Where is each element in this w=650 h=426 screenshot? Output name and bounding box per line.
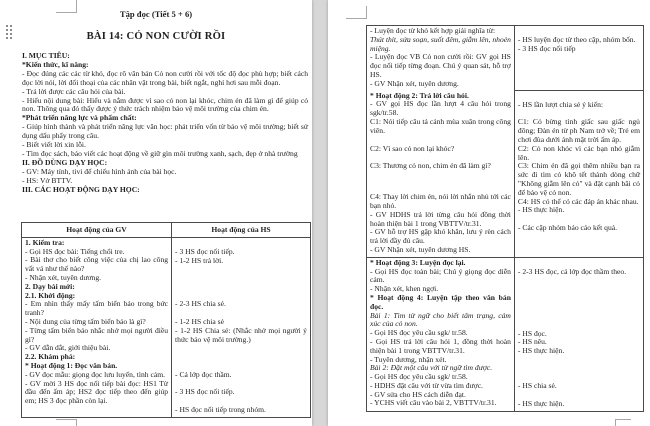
lesson-subtitle: Tập đọc (Tiết 5 + 6) <box>119 9 193 19</box>
text-line: - Nhận xét, khen ngợi. <box>370 284 439 294</box>
gv-activities-cell <box>22 238 172 417</box>
text-line: - 3 HS đọc nối tiếp <box>517 43 576 53</box>
text-line: - GV dẫn dắt, giới thiệu bài. <box>25 343 111 353</box>
text-line: - HS chia sẻ. <box>517 380 557 390</box>
margin-crop-mark <box>615 419 631 426</box>
text-line: * Hoạt động 4: Luyện tập theo văn bản đọc. <box>370 292 511 311</box>
text-line: - Luyện đọc VB Cỏ non cười rồi: GV gọi HS đọc nối tiếp từng đoạn. Chú ý quan sát, hỗ trợ HS. <box>370 52 511 79</box>
text-line: C3: Chim én đã gọi thêm nhiều bạn ra sức đi tìm cỏ khô tết thành dòng chữ "Không giẫm lên cỏ" và đặt cạnh bãi cỏ để bảo vệ cỏ non. <box>517 161 640 197</box>
text-line: - Biết viết lời xin lỗi. <box>22 140 86 150</box>
lesson-title: BÀI 14: CỎ NON CƯỜI RỒI <box>86 31 226 42</box>
text-line: - GV mời 3 HS đọc nối tiếp bài đọc: HS1 Từ đầu đến ấm áp; HS2 đọc tiếp theo đến giúp em; HS 3 đọc phần còn lại. <box>25 378 169 406</box>
text-line: - Nội dung của từng tấm biển báo là gì? <box>25 316 146 326</box>
hs-activities-cell <box>515 91 643 257</box>
text-line: Bài 1: Tìm từ ngữ cho biết tâm trạng, cảm xúc của cỏ non. <box>370 310 511 329</box>
text-line: - HS thực hiện. <box>517 205 565 215</box>
text-line: *Kiến thức, kĩ năng: <box>22 59 89 69</box>
text-line: - HS thực hiện. <box>517 346 565 356</box>
text-line: - Giúp hình thành và phát triển năng lực văn học: phát triển vốn từ bảo vệ môi trường; biết sử dụng dấu phẩy trong câu. <box>22 122 308 141</box>
text-line: - HS nêu. <box>517 337 547 347</box>
text-line: - Em nhìn thấy mấy tấm biển báo trong bức tranh? <box>25 299 169 318</box>
text-line: III. CÁC HOẠT ĐỘNG DẠY HỌC: <box>22 184 140 194</box>
text-line: - GV gọi HS đọc lần lượt 4 câu hỏi trong sgk/tr.58. <box>370 99 511 118</box>
text-line: - Gọi HS trả lời câu hỏi 1, đồng thời hoàn thiện bài 1 trong VBTTV/tr.31. <box>370 336 511 355</box>
gv-activities-cell <box>367 26 515 91</box>
text-line: 2.2. Khám phá: <box>25 352 76 362</box>
text-line: - 1-2 HS Chia sẻ: (Nhắc nhở mọi người ý thức bảo vệ môi trường.) <box>175 325 307 344</box>
text-line: - 3 HS đọc nối tiếp. <box>175 387 235 397</box>
hs-activities-cell <box>515 26 643 91</box>
text-line: - GV đọc mẫu: giọng đọc lưu luyến, tình cảm. <box>25 369 166 379</box>
text-line: I. MỤC TIÊU: <box>22 51 70 60</box>
text-line: - Các cặp nhóm báo cáo kết quả. <box>517 223 618 233</box>
text-line: C1: Cỏ bừng tỉnh giấc sau giấc ngủ đông; Đàn én từ ph Nam trở về; Trẻ em chơi đùa dưới ánh mặt trời ấm áp. <box>517 117 640 144</box>
text-line: - Gọi HS đọc bài: Tiếng chổi tre. <box>25 246 125 256</box>
lesson-objectives-text <box>22 52 308 195</box>
text-line: - YCHS viết câu vào bài 2, VBTTV/tr.31. <box>370 398 497 408</box>
text-line: - 2-3 HS chia sẻ. <box>175 299 226 309</box>
text-line: - Gọi HS đọc yêu cầu sgk/ tr.58. <box>370 328 468 338</box>
text-line: - HS lần lượt chia sẻ ý kiến: <box>517 99 604 109</box>
text-line: - HS luyện đọc từ theo cặp, nhóm bốn. <box>517 35 636 44</box>
text-line: *Phát triển năng lực và phẩm chất: <box>22 113 137 123</box>
margin-crop-mark <box>346 6 367 19</box>
text-line: C2: Vì sao cỏ non lại khóc? <box>370 143 455 153</box>
text-line: Bài 2: Đặt một câu với từ ngữ tìm được. <box>370 363 493 373</box>
text-line: II. ĐỒ DÙNG DẠY HỌC: <box>22 157 108 167</box>
text-line: - GV Nhận xét, tuyên dương. <box>370 78 459 88</box>
text-line: - 3 HS đọc nối tiếp. <box>175 246 235 256</box>
text-line: - Từng tấm biển báo nhắc nhở mọi người điều gì? <box>25 325 169 344</box>
document-page-left[interactable] <box>0 0 312 426</box>
hs-activities-cell <box>515 257 643 411</box>
gv-activities-cell <box>367 257 515 411</box>
document-page-right[interactable] <box>328 0 650 426</box>
text-line: - GV sửa cho HS cách diễn đạt. <box>370 389 466 399</box>
margin-crop-mark <box>56 419 77 426</box>
text-line: C4: Thay lời chim én, nói lời nhắn nhủ tới các bạn nhỏ. <box>370 192 511 210</box>
hs-activities-cell <box>172 238 310 417</box>
text-line: - HDHS đặt câu với từ vừa tìm được. <box>370 380 483 390</box>
text-line: 1. Kiểm tra: <box>25 237 65 247</box>
text-line: C4: HS có thể có các đáp án khác nhau. <box>517 196 639 206</box>
text-line: - HS đọc. <box>517 328 547 338</box>
text-line: * Hoạt động 2: Trả lời câu hỏi. <box>370 90 469 100</box>
activity-table-right <box>366 25 644 412</box>
text-line: 2. Dạy bài mới: <box>25 281 75 291</box>
text-line: C1: Nói tiếp câu tả cảnh mùa xuân trong công viên. <box>370 116 511 135</box>
text-line: - Tìm đọc sách, báo viết các hoạt động về giữ gìn môi trường xanh, sạch, đẹp ở nhà trường <box>22 148 298 158</box>
text-line: - Đọc đúng các các từ khó, đọc rõ văn bản Cỏ non cười rồi với tốc độ đọc phù hợp; biết cách đọc lời nói, lời đối thoại của các nhân vật trong bài, biết ngắt, nghỉ hơi sau mỗi đoạn. <box>22 68 308 87</box>
text-line: C2: Cỏ non khóc vì các bạn nhỏ giẫm lên. <box>517 143 640 162</box>
text-line: - Tuyên dương, nhận xét. <box>370 354 447 364</box>
text-line: - 2-3 HS đọc, cả lớp đọc thầm theo. <box>517 266 627 276</box>
text-line: - Nhận xét, tuyên dương. <box>25 272 102 282</box>
text-line: C3: Thương cỏ non, chim én đã làm gì? <box>370 161 491 171</box>
gv-activities-cell <box>367 91 515 257</box>
text-line: * Hoạt động 1: Đọc văn bản. <box>25 360 118 370</box>
text-line: - HS: Vở BTTV. <box>22 175 73 185</box>
text-line: * Hoạt động 3: Luyện đọc lại. <box>370 257 466 267</box>
text-line: - GV hỗ trợ HS gặp khó khăn, lưu ý rèn cách trả lời đầy đủ câu. <box>370 227 511 246</box>
text-line: - 1-2 HS chia sẻ <box>175 317 224 327</box>
text-line: - Bài thơ cho biết công việc của chị lao công vất vả như thế nào? <box>25 255 169 274</box>
activity-table-left <box>21 222 311 418</box>
text-line: - GV: Máy tính, tivi để chiếu hình ảnh của bài học. <box>22 166 177 176</box>
text-line: - Hiểu nội dung bài: Hiểu và nắm được vì sao cỏ non lại khóc, chim én đã làm gì để giúp cỏ non. Thông qua đó thấy được ý thức trách nhiệm bảo vệ môi trường của chim én. <box>22 95 308 114</box>
text-line: Thút thít, sửa soạn, suốt đêm, giẫm lên, nhoẻn miệng. <box>370 34 511 53</box>
text-line: - Luyện đọc từ khó kết hợp giải nghĩa từ: <box>370 26 496 35</box>
text-line: - HS đọc nối tiếp trong nhóm. <box>175 405 266 415</box>
text-line: - 1-2 HS trả lời. <box>175 255 224 265</box>
text-line: - HS thực hiện. <box>517 398 565 408</box>
text-line: - Cả lớp đọc thầm. <box>175 369 232 379</box>
text-line: - Gọi HS đọc toàn bài; Chú ý giọng đọc diễn cảm. <box>370 266 511 285</box>
text-line: 2.1. Khởi động: <box>25 290 76 300</box>
text-line: - Gọi HS đọc yêu cầu sgk/ tr.58. <box>370 372 468 382</box>
text-line: - Trả lời được các câu hỏi của bài. <box>22 86 126 96</box>
text-line: - GV Nhận xét, tuyên dương HS. <box>370 244 471 254</box>
table-header-gv: Hoạt động của GV <box>22 223 172 238</box>
text-line: - GV HDHS trả lời từng câu hỏi đồng thời hoàn thiện bài 1 trong VBTTV/tr.31. <box>370 209 511 228</box>
table-header-hs: Hoạt động của HS <box>172 223 310 238</box>
